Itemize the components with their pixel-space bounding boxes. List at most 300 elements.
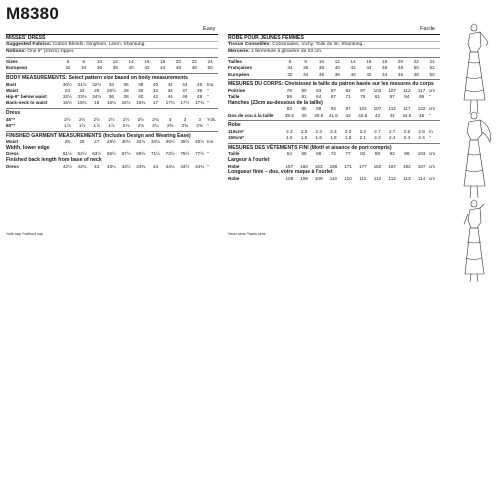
table-cell: 36 (123, 81, 129, 87)
table-cell: 42 (350, 65, 356, 71)
table-cell: 6 (288, 59, 292, 65)
table-row (6, 100, 218, 106)
table-cell: 2.3 (374, 135, 381, 141)
table-cell: 38 (138, 81, 144, 87)
table-cell: 192 (403, 163, 411, 169)
table-cell: 112 (388, 106, 396, 112)
table-cell: 166 (329, 163, 338, 169)
row-label: Robe (228, 175, 240, 181)
table-cell: 1⅞ (78, 122, 86, 128)
table-cell: 16¼ (106, 100, 116, 106)
unit-cell: cm (429, 87, 436, 93)
table-cell: 20 (175, 59, 182, 65)
table-cell: 69½ (136, 151, 146, 157)
table-cell: 103 (417, 151, 426, 157)
table-cell: 46 (382, 65, 388, 71)
table-cell: 8 (304, 59, 307, 65)
table-cell: 2½ (122, 116, 130, 122)
table-cell: 12 (334, 59, 340, 65)
table-cell: 2.3 (286, 128, 293, 134)
table-cell: 36 (108, 94, 114, 100)
table-cell: 44.5 (402, 112, 412, 118)
table-cell: 2¾ (152, 116, 159, 122)
unit-cell: cm (429, 175, 436, 181)
table-cell: 40.5 (314, 112, 324, 118)
table-cell: 2.3 (315, 128, 322, 134)
table-row (228, 112, 440, 118)
table-cell: 97 (360, 87, 366, 93)
table-cell: 2.3 (344, 128, 352, 134)
difficulty-label-en: Easy (203, 26, 216, 32)
dress-illustrations (452, 22, 496, 284)
table-cell: 44¼ (165, 163, 175, 169)
row-label: Waist (6, 139, 19, 145)
table-cell: 2¼ (152, 122, 159, 128)
table-cell: 1.8 (344, 135, 352, 141)
table-cell: 87 (389, 94, 395, 100)
table-cell: 32½ (62, 94, 72, 100)
table-cell: 2.1 (359, 135, 366, 141)
table-cell: 44 (382, 71, 388, 77)
row-label: Tailles (228, 59, 242, 65)
table-cell: 42 (167, 81, 173, 87)
table-cell: 42 (345, 112, 351, 118)
unit-cell: Ins. (207, 139, 215, 145)
body-measurements-table (228, 88, 440, 100)
table-cell: 1.8 (330, 135, 337, 141)
table-cell: 99 (419, 94, 425, 100)
table-cell: 40½ (195, 139, 205, 145)
table-cell: 36½ (165, 139, 175, 145)
table-cell: 25 (64, 139, 70, 145)
width-lower-edge-title: Width, lower edge (6, 144, 50, 151)
size-table (6, 59, 218, 71)
table-cell: 61½ (62, 151, 72, 157)
yardage-title: Dress (6, 110, 21, 117)
table-cell: 2½ (137, 116, 144, 122)
table-cell: 43¼ (106, 163, 116, 169)
row-label: Dos de cou à la taille (228, 112, 274, 118)
table-cell: 2½ (108, 116, 115, 122)
table-cell: 38 (112, 65, 118, 71)
table-cell: 92 (330, 106, 336, 112)
row-label: Françaises (228, 65, 253, 71)
table-cell: 34 (167, 87, 173, 93)
table-cell: 8 (82, 59, 85, 65)
table-cell: 197 (417, 163, 426, 169)
finished-length-title: Longueur finie – dos, votre nuque à l'ourlet (228, 169, 333, 176)
table-cell: 88 (316, 106, 322, 112)
table-cell: 48 (197, 94, 203, 100)
table-cell: 36 (303, 65, 309, 71)
table-cell: 16½ (121, 100, 131, 106)
table-cell: 38 (123, 94, 129, 100)
unit-cell: cm (429, 151, 436, 157)
table-cell: 43½ (121, 163, 131, 169)
table-cell: 2.8 (418, 128, 425, 134)
table-cell: 77 (345, 151, 351, 157)
table-cell: 17¼ (165, 100, 175, 106)
table-cell: 177 (358, 163, 367, 169)
table-cell: 163 (314, 163, 323, 169)
english-measurement-column (6, 34, 218, 169)
pattern-number: M8380 (6, 4, 59, 23)
table-cell: 64 (286, 151, 292, 157)
table-cell: 40 (128, 65, 134, 71)
table-cell: 42¾ (77, 163, 87, 169)
table-cell: 23 (64, 87, 70, 93)
table-cell: 15¾ (77, 100, 87, 106)
unit-cell: m (429, 128, 433, 134)
table-cell: 10 (318, 59, 325, 65)
table-cell: 2⅜ (166, 122, 174, 128)
table-cell: 78 (286, 87, 292, 93)
table-cell: 182 (373, 163, 382, 169)
table-cell: 43 (374, 112, 381, 118)
table-cell: 2⅜ (196, 122, 203, 128)
unit-cell: Ins. (207, 81, 215, 87)
dress-view-scarf-icon (464, 112, 491, 198)
table-cell: 2½ (64, 116, 71, 122)
length-table (228, 176, 440, 182)
table-cell: 48 (397, 65, 404, 71)
table-cell: 87 (330, 87, 336, 93)
unit-cell: Yds. (207, 116, 217, 122)
yardage-table (228, 129, 440, 141)
row-label: Européen (228, 71, 250, 77)
table-cell: 18 (382, 59, 388, 65)
table-cell: 3 (168, 116, 172, 122)
table-cell: 81 (374, 94, 381, 100)
table-cell: 30½ (62, 81, 72, 87)
table-cell: 77½ (195, 151, 205, 157)
table-cell: 43¾ (136, 163, 146, 169)
table-cell: 75½ (180, 151, 190, 157)
table-cell: 80 (301, 87, 307, 93)
row-label: 150cm* (228, 135, 245, 141)
table-cell: 97 (345, 106, 351, 112)
hip-title: Hanches (23cm au-dessous de la taille) (228, 99, 323, 106)
table-cell: 2.4 (388, 135, 396, 141)
table-cell: 27 (94, 139, 100, 145)
table-cell: 61 (301, 94, 307, 100)
table-cell: 24 (207, 59, 213, 65)
table-cell: 50 (207, 65, 213, 71)
unit-cell: " (207, 163, 209, 169)
unit-cell: cm (429, 106, 436, 112)
table-cell: 38 (334, 71, 340, 77)
table-cell: 44 (160, 65, 166, 71)
dress-view-front-icon (464, 24, 488, 114)
finished-length-title: Finished back length from base of neck (6, 157, 102, 164)
table-cell: 93 (389, 151, 395, 157)
table-cell: 3 (183, 116, 187, 122)
table-cell: 33½ (77, 94, 87, 100)
table-cell: 34 (287, 65, 293, 71)
yardage-title: Robe (228, 122, 241, 129)
table-cell: 67½ (121, 151, 131, 157)
table-cell: 2.3 (330, 128, 337, 134)
table-cell: 44 (182, 81, 188, 87)
table-cell: 10 (96, 59, 103, 65)
table-cell: 26 (79, 139, 85, 145)
row-label: Poitrine (228, 87, 246, 93)
table-cell: 46 (197, 81, 203, 87)
table-cell: 26½ (106, 87, 116, 93)
row-label: Robe (228, 163, 240, 169)
table-cell: 38½ (180, 139, 190, 145)
table-cell: 46 (182, 94, 188, 100)
table-cell: 52 (429, 65, 435, 71)
table-cell: 39.5 (284, 112, 294, 118)
table-cell: 1⅞ (93, 122, 100, 128)
body-measurements-title: BODY MEASUREMENTS: Select pattern size based on body measurements (6, 75, 188, 82)
table-cell: 12 (112, 59, 118, 65)
row-label: Waist (6, 87, 19, 93)
table-row (228, 135, 440, 141)
finished-measurements-title: FINISHED GARMENT MEASUREMENTS (Includes Design and Wearing Ease) (6, 132, 191, 139)
table-cell: 32½ (136, 139, 146, 145)
row-label: Taille (228, 151, 240, 157)
table-cell: 66 (301, 151, 307, 157)
table-cell: 2.4 (403, 135, 411, 141)
table-cell: 16 (366, 59, 372, 65)
table-cell: 41.5 (328, 112, 338, 118)
row-label: Taille (228, 94, 240, 100)
garment-title: ROBE POUR JEUNES FEMMES (228, 35, 304, 41)
table-cell: 44 (366, 65, 372, 71)
table-cell: 38 (318, 65, 325, 71)
table-cell: 110 (329, 175, 338, 181)
table-cell: 25 (94, 87, 100, 93)
table-cell: 71 (345, 94, 351, 100)
table-cell: 67 (330, 94, 336, 100)
table-cell: 44 (152, 163, 159, 169)
unit-cell: " (207, 151, 209, 157)
table-cell: 48 (191, 65, 197, 71)
table-cell: 107 (373, 106, 382, 112)
body-measurements-table (6, 81, 218, 106)
table-cell: 1⅞ (108, 122, 115, 128)
table-cell: 44¾ (195, 163, 205, 169)
dress-view-side-icon (464, 200, 484, 282)
table-cell: 109 (300, 175, 308, 181)
table-cell: 72 (330, 151, 336, 157)
unit-cell: " (207, 100, 209, 106)
table-cell: 34 (81, 65, 87, 71)
table-cell: 32½ (92, 81, 102, 87)
table-cell: 76 (360, 94, 366, 100)
table-cell: 110 (344, 175, 352, 181)
table-cell: 64 (316, 94, 322, 100)
table-cell: 63½ (92, 151, 102, 157)
table-cell: 46 (175, 65, 182, 71)
table-cell: 117 (417, 87, 426, 93)
table-cell: 17½ (180, 100, 190, 106)
table-cell: 42.5 (358, 112, 368, 118)
table-cell: 32 (287, 71, 293, 77)
table-cell: 50 (429, 71, 435, 77)
table-cell: 40 (350, 71, 356, 77)
finished-measurements-title: MESURES DES VÊTEMENTS FINI (Motif et aisance de port compris) (228, 144, 392, 151)
table-cell: 62½ (77, 151, 87, 157)
unit-cell: " (429, 112, 431, 118)
table-cell: 117 (403, 106, 411, 112)
table-cell: 111 (359, 175, 367, 181)
table-cell: 14 (350, 59, 356, 65)
table-cell: 24 (79, 87, 85, 93)
table-cell: 44½ (180, 163, 190, 169)
table-cell: 83 (286, 106, 292, 112)
row-label: Back-neck to waist (6, 100, 48, 106)
table-cell: 16 (144, 59, 150, 65)
table-cell: 28 (123, 87, 129, 93)
table-cell: 48 (413, 71, 419, 77)
table-cell: 3 (198, 116, 201, 122)
table-cell: 34 (108, 81, 114, 87)
length-table (6, 163, 218, 169)
table-cell: 112 (403, 87, 411, 93)
table-cell: 2.3 (359, 128, 366, 134)
table-cell: 22 (191, 59, 197, 65)
table-cell: 107 (388, 87, 396, 93)
table-cell: 40 (138, 94, 144, 100)
table-cell: 88 (374, 151, 381, 157)
table-cell: 102 (358, 106, 367, 112)
table-cell: 44 (167, 94, 173, 100)
table-cell: 108 (285, 175, 294, 181)
table-cell: 2⅛ (122, 122, 130, 128)
unit-cell: " (207, 94, 209, 100)
unit-cell: " (429, 94, 431, 100)
table-cell: 160 (300, 163, 308, 169)
table-cell: 40 (334, 65, 340, 71)
footnote-en: *with nap **without nap (6, 232, 43, 236)
table-cell: 113 (403, 175, 411, 181)
table-cell: 65½ (106, 151, 116, 157)
table-cell: 30½ (121, 139, 131, 145)
yardage-table (6, 116, 218, 128)
table-cell: 34½ (150, 139, 160, 145)
row-label: Dress (6, 163, 19, 169)
table-cell: 2⅛ (137, 122, 144, 128)
table-cell: 1.6 (286, 135, 293, 141)
row-label: 45"* (6, 116, 16, 122)
french-measurement-column (228, 34, 440, 182)
table-cell: 44 (389, 112, 395, 118)
size-table (228, 59, 440, 78)
table-cell: 171 (344, 163, 352, 169)
table-cell: 34½ (92, 94, 102, 100)
table-row (6, 94, 218, 100)
table-cell: 31½ (77, 81, 87, 87)
table-cell: 43 (94, 163, 100, 169)
table-cell: 17¾ (195, 100, 205, 106)
table-cell: 83 (316, 87, 322, 93)
row-label: Sizes (6, 59, 18, 65)
garment-title: MISSES' DRESS (6, 35, 46, 41)
table-cell: 28½ (106, 139, 116, 145)
table-cell: 16¾ (136, 100, 146, 106)
table-cell: 42 (366, 71, 372, 77)
table-cell: 40 (301, 112, 307, 118)
table-cell: 1.6 (315, 135, 322, 141)
table-cell: 109 (314, 175, 323, 181)
unit-cell: " (429, 135, 431, 141)
table-cell: 2.7 (388, 128, 396, 134)
table-cell: 85 (301, 106, 307, 112)
table-cell: 32 (65, 65, 71, 71)
table-cell: 69 (316, 151, 322, 157)
table-cell: 1⅞ (64, 122, 71, 128)
table-cell: 22 (413, 59, 419, 65)
table-cell: 2.8 (403, 128, 411, 134)
table-cell: 46 (397, 71, 404, 77)
notions-line: Notions: One 9" (23cm) zipper. (6, 48, 75, 54)
unit-cell: " (207, 87, 209, 93)
fabrics-line: Tissus Conseillés: Cotonnades, Vichy, Toile de lin, Shantung. (228, 42, 364, 48)
table-cell: 42½ (62, 163, 72, 169)
table-cell: 40 (152, 81, 159, 87)
footnote-fr: *avec sens **sans sens (228, 232, 266, 236)
table-row (228, 71, 440, 77)
fabrics-line: Suggested Fabrics: Cotton Blends, Gingham, Linen, Shantung. (6, 42, 146, 48)
table-cell: 42 (152, 94, 159, 100)
table-cell: 34 (303, 71, 309, 77)
table-cell: 18 (160, 59, 166, 65)
table-cell: 6 (66, 59, 70, 65)
table-cell: 17 (152, 100, 159, 106)
table-cell: 2½ (78, 116, 86, 122)
table-cell: 2.3 (300, 128, 308, 134)
table-cell: 36 (318, 71, 325, 77)
table-cell: 2.7 (374, 128, 381, 134)
row-label: Bust (6, 81, 17, 87)
row-label: 60"* (6, 122, 16, 128)
table-cell: 39 (197, 87, 203, 93)
row-label: Hip-9" below waist (6, 94, 47, 100)
table-cell: 98 (404, 151, 410, 157)
table-cell: 73½ (165, 151, 175, 157)
row-label: Dress (6, 151, 19, 157)
table-cell: 37 (182, 87, 188, 93)
table-cell: 187 (388, 163, 396, 169)
table-cell: 50 (413, 65, 419, 71)
table-cell: 36 (96, 65, 103, 71)
table-cell: 32 (152, 87, 159, 93)
table-cell: 92 (345, 87, 351, 93)
table-cell: 1.6 (300, 135, 308, 141)
table-cell: 15½ (62, 100, 72, 106)
table-cell: 20 (397, 59, 404, 65)
width-lower-edge-title: Largeur à l'ourlet (228, 157, 270, 164)
table-cell: 112 (373, 175, 382, 181)
table-cell: 2½ (93, 116, 100, 122)
unit-cell: " (207, 122, 209, 128)
table-cell: 112 (388, 175, 396, 181)
table-cell: 45 (419, 112, 425, 118)
table-cell: 114 (417, 175, 426, 181)
body-measurements-title: MESURES DU CORPS: Choisissez la taille du patron basée sur les mesures du corps (228, 81, 434, 88)
table-cell: 82 (360, 151, 366, 157)
notions-line: Mercerie: 1 fermeture à glissière de 23 cm. (228, 48, 323, 54)
table-row (6, 163, 218, 169)
table-row (6, 122, 218, 128)
table-cell: 2.4 (418, 135, 425, 141)
table-cell: 122 (417, 106, 426, 112)
table-cell: 24 (429, 59, 435, 65)
table-cell: 58 (286, 94, 292, 100)
